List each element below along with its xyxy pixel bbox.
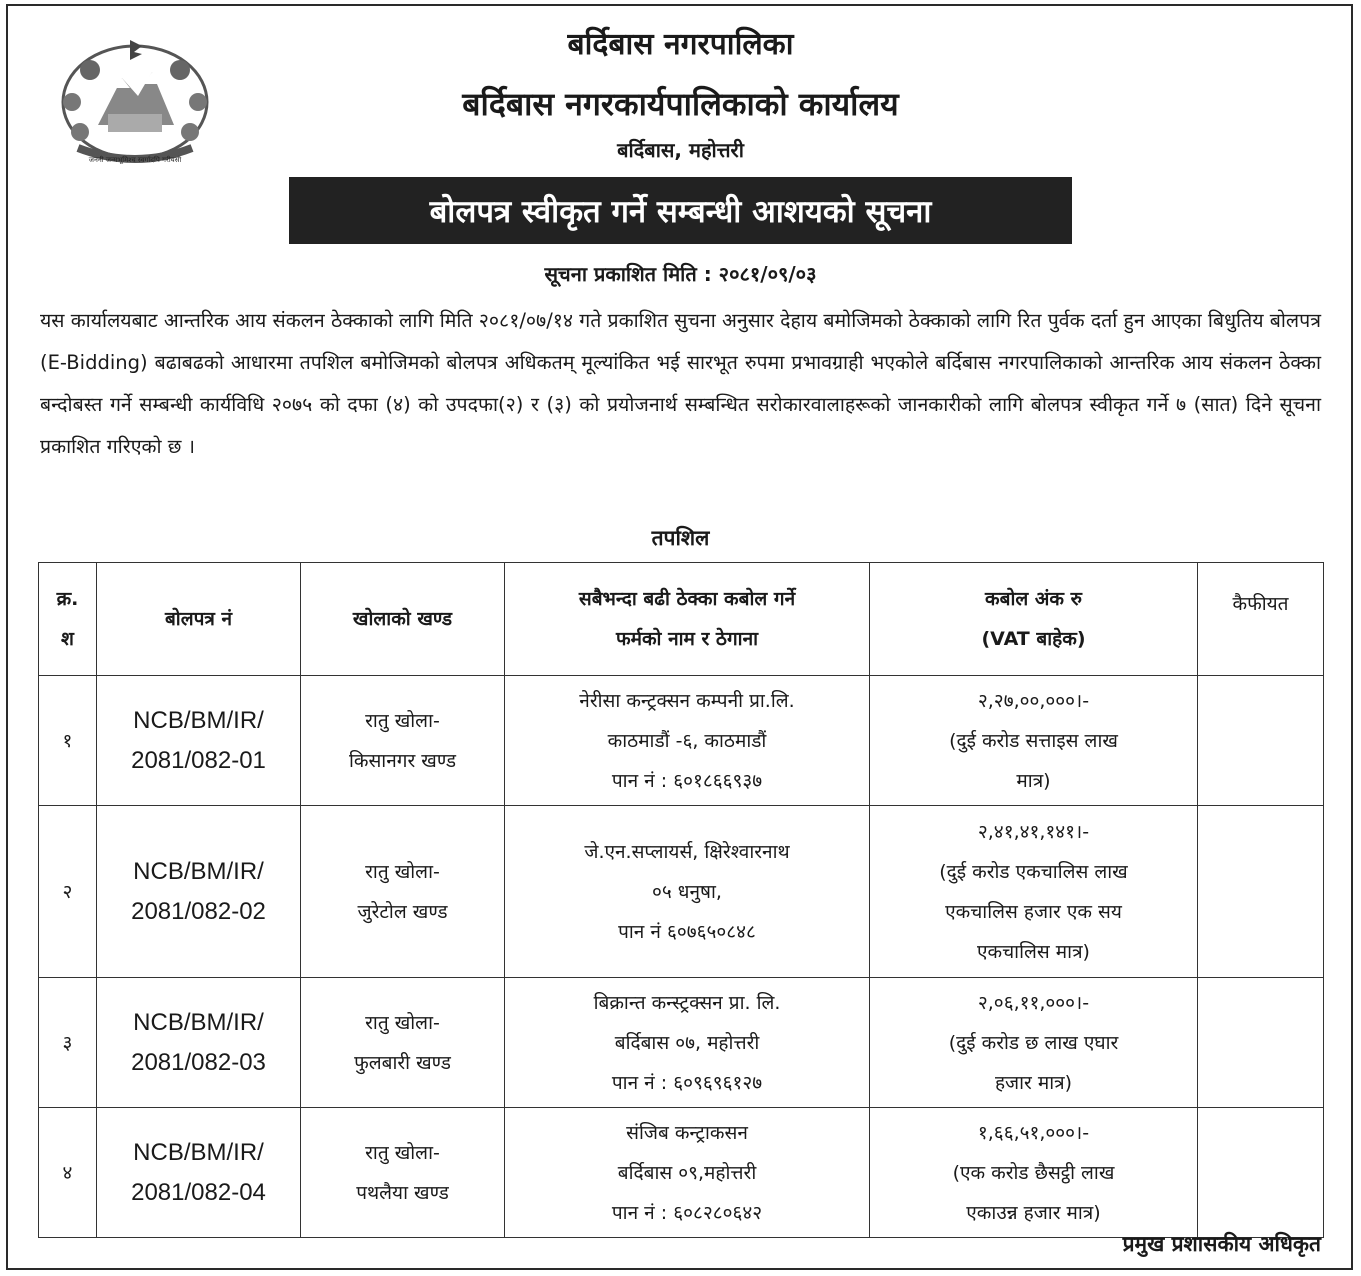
notice-body: यस कार्यालयबाट आन्तरिक आय संकलन ठेक्काको लागि मिति २०८१/०७/१४ गते प्रकाशित सुचना अनुसार देहाय बमोजिमको ठेक्काको लागि रित पुर्वक दर्ता हुन आएका बिधुतिय बोलपत्र (E-Bidding) बढाबढको आधारमा तपशिल बमोजिमको बोलपत्र अधिकतम् मूल्यांकित भई सारभूत रुपमा प्रभावग्राही भएकोले बर्दिबास नगरपालिकाको आन्तरिक आय संकलन ठेक्का बन्दोबस्त गर्ने सम्बन्धी कार्यविधि २०७५ को दफा (४) को उपदफा(२) र (३) को प्रयोजनार्थ सम्बन्धित सरोकारवालाहरूको जानकारीको लागि बोलपत्र स्वीकृत गर्ने ७ (सात) दिने सूचना प्रकाशित गरिएको छ । xyxy=(40,309,1321,458)
cell-sn: १ xyxy=(39,676,97,806)
header-bid-no: बोलपत्र नं xyxy=(97,563,301,676)
table-title: तपशिल xyxy=(651,526,710,550)
table-row xyxy=(39,806,1324,978)
svg-text:जननी जन्मभूमिश्च स्वर्गादपि गर: जननी जन्मभूमिश्च स्वर्गादपि गरीयसी xyxy=(88,156,182,164)
cell-sn: २ xyxy=(39,806,97,978)
cell-bid-no: NCB/BM/IR/ 2081/082-02 xyxy=(97,806,301,978)
municipality-name: बर्दिबास नगरपालिका xyxy=(567,27,794,62)
cell-remarks xyxy=(1198,1108,1324,1238)
cell-bid-no: NCB/BM/IR/ 2081/082-01 xyxy=(97,676,301,806)
header-remarks: कैफीयत xyxy=(1198,563,1324,676)
cell-bid-no: NCB/BM/IR/ 2081/082-04 xyxy=(97,1108,301,1238)
table-row xyxy=(39,978,1324,1108)
office-name: बर्दिबास नगरकार्यपालिकाको कार्यालय xyxy=(462,85,899,123)
cell-section: रातु खोला- जुरेटोल खण्ड xyxy=(301,806,505,978)
cell-amount: २,०६,११,०००।- (दुई करोड छ लाख एघार हजार मात्र) xyxy=(870,978,1198,1108)
published-date: सूचना प्रकाशित मिति : २०८१/०९/०३ xyxy=(544,262,817,286)
office-location: बर्दिबास, महोत्तरी xyxy=(617,138,744,162)
cell-section: रातु खोला- फुलबारी खण्ड xyxy=(301,978,505,1108)
cell-firm: संजिब कन्ट्राकसन बर्दिबास ०९,महोत्तरी पान नं : ६०८२८०६४२ xyxy=(505,1108,870,1238)
header-section: खोलाको खण्ड xyxy=(301,563,505,676)
cell-amount: १,६६,५१,०००।- (एक करोड छैसट्ठी लाख एकाउन्न हजार मात्र) xyxy=(870,1108,1198,1238)
cell-bid-no: NCB/BM/IR/ 2081/082-03 xyxy=(97,978,301,1108)
table-header-row xyxy=(39,563,1324,676)
cell-amount: २,२७,००,०००।- (दुई करोड सत्ताइस लाख मात्र) xyxy=(870,676,1198,806)
table-row xyxy=(39,676,1324,806)
cell-firm: नेरीसा कन्ट्रक्सन कम्पनी प्रा.लि. काठमाडौं -६, काठमाडौं पान नं : ६०१८६६९३७ xyxy=(505,676,870,806)
header-sn: क्र. श xyxy=(39,563,97,676)
cell-firm: बिक्रान्त कन्स्ट्रक्सन प्रा. लि. बर्दिबास ०७, महोत्तरी पान नं : ६०९६९६१२७ xyxy=(505,978,870,1108)
cell-amount: २,४१,४१,१४१।- (दुई करोड एकचालिस लाख एकचालिस हजार एक सय एकचालिस मात्र) xyxy=(870,806,1198,978)
cell-remarks xyxy=(1198,978,1324,1108)
cell-remarks xyxy=(1198,806,1324,978)
cell-firm: जे.एन.सप्लायर्स, क्षिरेश्वारनाथ ०५ धनुषा, पान नं ६०७६५०८४८ xyxy=(505,806,870,978)
cell-remarks xyxy=(1198,676,1324,806)
cell-section: रातु खोला- पथलैया खण्ड xyxy=(301,1108,505,1238)
cell-section: रातु खोला- किसानगर खण्ड xyxy=(301,676,505,806)
header-amount: कबोल अंक रु (VAT बाहेक) xyxy=(870,563,1198,676)
table-row xyxy=(39,1108,1324,1238)
signatory: प्रमुख प्रशासकीय अधिकृत xyxy=(1122,1232,1321,1256)
bid-table xyxy=(38,562,1324,1238)
header-firm: सबैभन्दा बढी ठेक्का कबोल गर्ने फर्मको नाम र ठेगाना xyxy=(505,563,870,676)
notice-title: बोलपत्र स्वीकृत गर्ने सम्बन्धी आशयको सूचना xyxy=(289,177,1072,244)
cell-sn: ३ xyxy=(39,978,97,1108)
cell-sn: ४ xyxy=(39,1108,97,1238)
